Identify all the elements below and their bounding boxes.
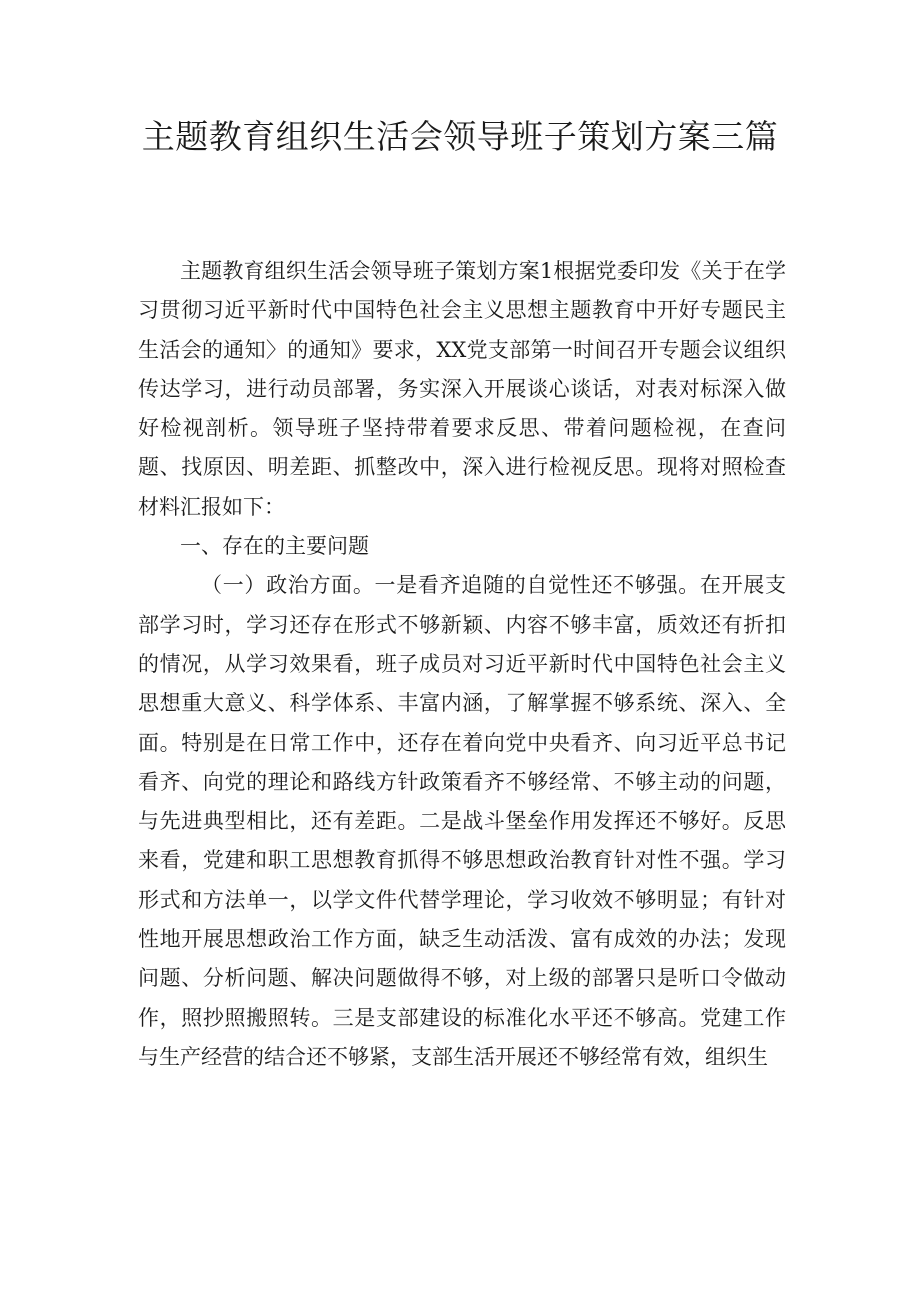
section-heading: 一、存在的主要问题 bbox=[180, 534, 369, 559]
document-title: 主题教育组织生活会领导班子策划方案三篇 bbox=[141, 117, 779, 156]
document-body bbox=[138, 252, 786, 1077]
intro-paragraph: 主题教育组织生活会领导班子策划方案1根据党委印发《关于在学习贯彻习近平新时代中国特色社会主义思想主题教育中开好专题民主生活会的通知〉的通知》要求，XX党支部第一时间召开专题会议组织传达学习，进行动员部署，务实深入开展谈心谈话，对表对标深入做好检视剖析。领导班子坚持带着要求反思、带着问题检视，在查问题、找原因、明差距、抓整改中，深入进行检视反思。现将对照检查材料汇报如下： bbox=[138, 259, 786, 519]
subsection-paragraph: （一）政治方面。一是看齐追随的自觉性还不够强。在开展支部学习时，学习还存在形式不够新颖、内容不够丰富，质效还有折扣的情况，从学习效果看，班子成员对习近平新时代中国特色社会主义思想重大意义、科学体系、丰富内涵，了解掌握不够系统、深入、全面。特别是在日常工作中，还存在着向党中央看齐、向习近平总书记看齐、向党的理论和路线方针政策看齐不够经常、不够主动的问题，与先进典型相比，还有差距。二是战斗堡垒作用发挥还不够好。反思来看，党建和职工思想教育抓得不够思想政治教育针对性不强。学习形式和方法单一，以学文件代替学理论，学习收效不够明显；有针对性地开展思想政治工作方面，缺乏生动活泼、富有成效的办法；发现问题、分析问题、解决问题做得不够，对上级的部署只是听口令做动作，照抄照搬照转。三是支部建设的标准化水平还不够高。党建工作与生产经营的结合还不够紧，支部生活开展还不够经常有效，组织生 bbox=[138, 573, 786, 1069]
